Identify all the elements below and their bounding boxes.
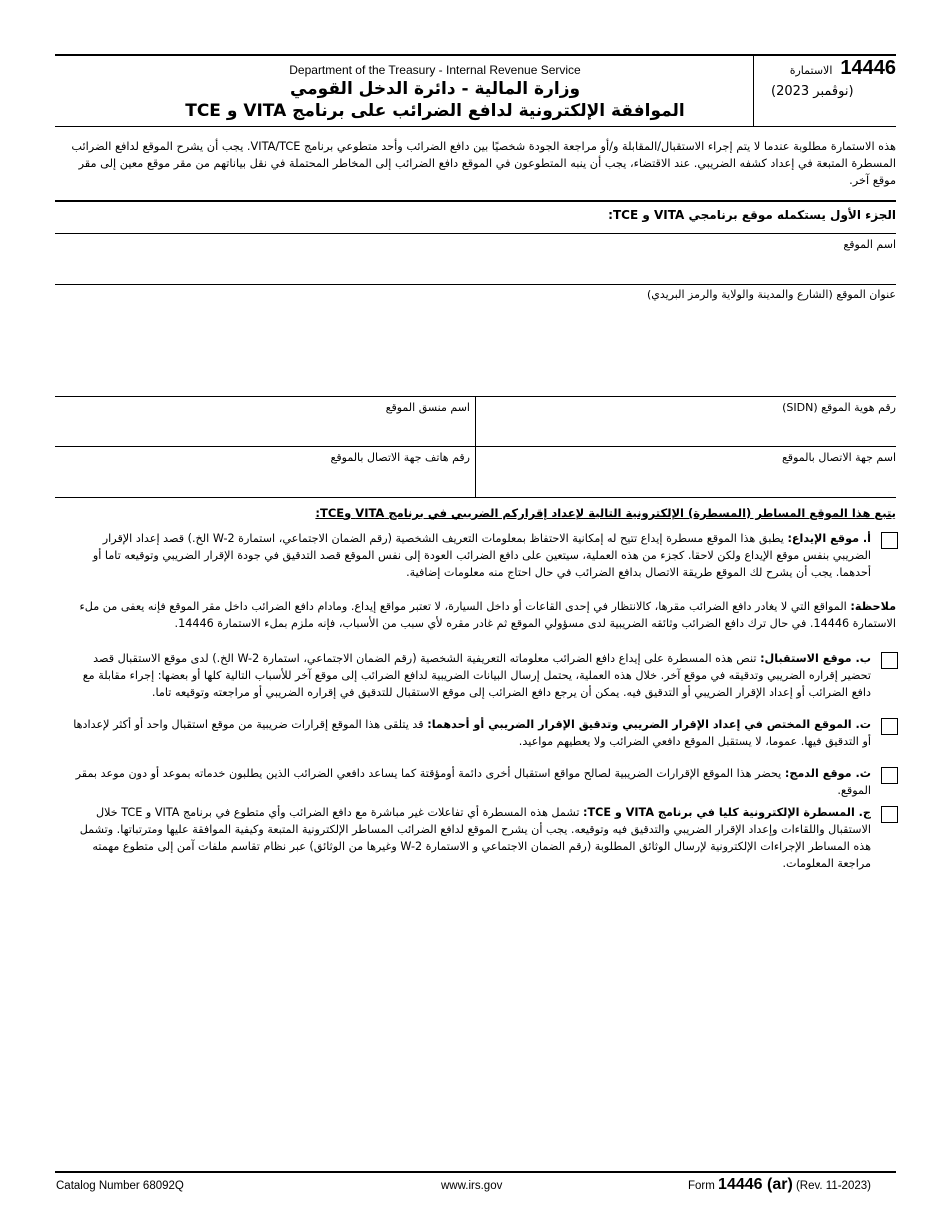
option-th-body: يحضر هذا الموقع الإقرارات الضريبية لصالح مواقع استقبال أخرى دائمة أومؤقتة كما يساعد دافعي الضرائب الذين يطلبون خدماته بموعد أو دون موعد بمقر الموقع. [75, 767, 871, 797]
irs-website-link[interactable]: www.irs.gov [441, 1180, 503, 1192]
sidn-field[interactable] [476, 416, 896, 446]
coordinator-field[interactable] [55, 416, 475, 446]
methods-lead-text: يتبع هذا الموقع المساطر (المسطرة) الإلكترونية التالية لإعداد إقراركم الضريبي في برنامج VITA وTCE: [315, 506, 896, 520]
department-name: Department of the Treasury - Internal Revenue Service [289, 63, 581, 77]
site-address-label: عنوان الموقع (الشارع والمدينة والولاية والرمز البريدي) [646, 288, 896, 301]
option-j-body: تشمل هذه المسطرة أي تفاعلات غير مباشرة مع دافع الضرائب وأي متطوع في برنامج VITA و TCE خلال الاستقبال واللقاءات وإعداد الإقرار الضريبي والتدقيق فيه وتوقيعه. يجب أن يشرح الموقع لدافع الضرائب المساطر الإلكترونية المتبعة وكيفية الموافقة عليها ومترتباتها. وتشمل هذه المساطر الإجراءات الإلكترونية لإرسال الوثائق المطلوبة (رقم الضمان الاجتماعي و الاستمارة W-2 وغيرها من الوثائق) عبر نظام تقاسم ملفات آمن إلى متطوع مهمته مراجعة المعلومات. [79, 806, 871, 870]
form-code: 14446 (ar) [718, 1176, 793, 1193]
option-th [72, 765, 898, 799]
contact-phone-field[interactable] [55, 466, 475, 496]
form-label: الاستمارة [789, 64, 833, 77]
form-number: 14446 [840, 57, 896, 79]
option-j [72, 804, 898, 872]
note-paragraph [60, 598, 896, 632]
option-th-title: ث. موقع الدمج: [784, 767, 871, 780]
part1-heading: الجزء الأول يستكمله موقع برنامجي VITA و TCE: [608, 208, 896, 222]
option-t-body: قد يتلقى هذا الموقع إقرارات ضريبية من موقع استقبال واحد أو أكثر لإعدادها أو التدقيق فيها. عموما، لا يستقبل الموقع دافعي الضرائب ولا يعطيهم مواعيد. [73, 718, 871, 748]
option-th-checkbox[interactable] [881, 767, 898, 784]
option-a-checkbox[interactable] [881, 532, 898, 549]
row2-rule [55, 497, 896, 498]
contact-name-field[interactable] [476, 466, 896, 496]
header-bottom-rule [55, 126, 896, 127]
part1-heading-rule [55, 233, 896, 234]
form-prefix: Form [688, 1180, 715, 1192]
footer-rule [55, 1171, 896, 1173]
option-t-title: ت. الموقع المختص في إعداد الإقرار الضريبي وتدقيق الإقرار الضريبي أو أحدهما: [427, 718, 871, 731]
option-j-text [72, 804, 871, 872]
option-t [72, 716, 898, 750]
row1-rule [55, 446, 896, 447]
form-footer-id [688, 1176, 871, 1194]
form-id-block [757, 57, 896, 125]
option-th-text [72, 765, 871, 799]
intro-paragraph: هذه الاستمارة مطلوبة عندما لا يتم إجراء الاستقبال/المقابلة و/أو مراجعة الجودة شخصيًا بين دافع الضرائب وأحد متطوعي برنامج VITA/TCE. يجب أن يشرح الموقع لدافع الضرائب المسطرة المتبعة في إعداد كشفه الضريبي. عند الاقتضاء، يجب أن ينبه المتطوعون في الموقع دافع الضرائب إلى المخاطر المحتملة في نقل بياناتهم من مقر موقع معين إلى مقر موقع آخر. [71, 140, 896, 187]
catalog-number: Catalog Number 68092Q [56, 1180, 184, 1192]
site-address-field[interactable] [55, 304, 896, 396]
option-a-text [72, 530, 871, 581]
contact-phone-label: رقم هاتف جهة الاتصال بالموقع [330, 451, 470, 464]
header-divider [753, 56, 754, 126]
form-revision: (نوڤمبر 2023) [771, 84, 854, 99]
option-t-checkbox[interactable] [881, 718, 898, 735]
form-rev: (Rev. 11-2023) [795, 1180, 871, 1192]
top-rule [55, 54, 896, 56]
option-b [72, 650, 898, 701]
form-title: الموافقة الإلكترونية لدافع الضرائب على برنامج VITA و TCE [185, 101, 685, 121]
option-a-title: أ. موقع الإيداع: [787, 532, 871, 545]
note-body: المواقع التي لا يغادر دافع الضرائب مقرها، كالانتظار في إحدى القاعات أو داخل السيارة، لا تعتبر مواقع إيداع. ومادام دافع الضرائب داخل مقر الموقع فإنه يعفى من ملء الاستمارة 14446. في حال ترك دافع الضرائب وثائقه الضريبية لدى مسؤولي الموقع ثم غادر مقره لأي سبب من الأسباب، فإنه ملزم بملء الاستمارة 14446. [79, 600, 896, 630]
coordinator-label: اسم منسق الموقع [385, 401, 470, 414]
site-name-field[interactable] [55, 252, 896, 284]
methods-lead [70, 506, 896, 520]
site-name-label: اسم الموقع [843, 238, 896, 251]
option-b-title: ب. موقع الاستقبال: [760, 652, 871, 665]
option-b-body: تنص هذه المسطرة على إيداع دافع الضرائب معلوماته التعريفية الشخصية (رقم الضمان الاجتماعي، استمارة W-2 الخ.) لدى موقع الاستقبال قصد تحضير إقراره الضريبي وتدقيقه في موقع آخر. خلال هذه العملية، يحتمل إرسال البيانات الضريبية لدافع الضرائب إلى موقع آخر للأسباب التالية كلها أو بعضها: إجراء مقابلة مع دافع الضرائب أو إعداد الإقرار الضريبي أو التدقيق فيه. يمكن أن يرجع دافع الضرائب إلى موقع الاستقبال للتدقيق في إقراره الضريبي أو مراجعته وتوقيعه تاما. [82, 652, 871, 699]
part1-top-rule [55, 200, 896, 202]
option-b-text [72, 650, 871, 701]
option-a [72, 530, 898, 581]
ministry-title: وزارة المالية - دائرة الدخل القومي [289, 79, 581, 99]
option-a-body: يطبق هذا الموقع مسطرة إيداع تتيح له إمكانية الاحتفاظ بمعلومات التعريف الشخصية (رقم الضمان الاجتماعي، استمارة W-2 الخ.) قصد إعداد الإقرار الضريبي بنفس موقع الإيداع ولكن لاحقا. كجزء من هذه العملية، سيتعين على دافع الضرائب العودة إلى نفس الموقع قصد التدقيق في جودة الإقرار الضريبي وتوقيعه تاما أو أحدهما. يجب أن يشرح لك الموقع طريقة الاتصال بدافع الضرائب في حال احتاج منه معلومات إضافية. [92, 532, 871, 579]
sidn-label: رقم هوية الموقع (SIDN) [782, 401, 896, 414]
site-name-rule [55, 284, 896, 285]
contact-name-label: اسم جهة الاتصال بالموقع [781, 451, 896, 464]
option-t-text [72, 716, 871, 750]
option-j-checkbox[interactable] [881, 806, 898, 823]
header-titles [120, 57, 750, 121]
option-b-checkbox[interactable] [881, 652, 898, 669]
note-title: ملاحظة: [850, 600, 896, 613]
option-j-title: ج. المسطرة الإلكترونية كليا في برنامج VITA و TCE: [583, 806, 871, 819]
